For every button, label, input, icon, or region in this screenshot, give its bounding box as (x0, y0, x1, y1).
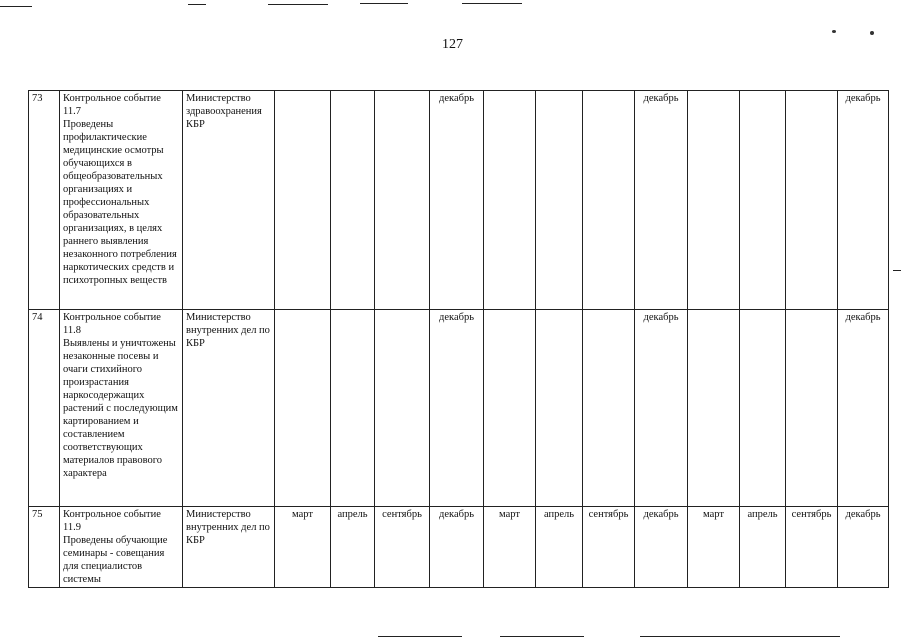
scan-line (0, 6, 32, 7)
schedule-cell (786, 310, 838, 507)
schedule-cell (375, 310, 430, 507)
scan-line (640, 636, 840, 637)
responsible-body: Министерство здравоохранения КБР (183, 91, 275, 310)
schedule-cell: декабрь (635, 310, 688, 507)
event-description: Контрольное событие 11.8 Выявлены и уничтожены незаконные посевы и очаги стихийного произрастания наркосодержащих растений с последующим картированием и составлением соответствующих материалов правового характера (60, 310, 183, 507)
scan-dot (870, 31, 874, 35)
schedule-cell (583, 91, 635, 310)
schedule-cell: март (484, 507, 536, 588)
schedule-cell: апрель (331, 507, 375, 588)
schedule-cell: декабрь (430, 91, 484, 310)
scan-line (378, 636, 462, 637)
schedule-cell: декабрь (430, 310, 484, 507)
schedule-cell: апрель (536, 507, 583, 588)
schedule-cell (484, 91, 536, 310)
schedule-cell (740, 91, 786, 310)
scan-dot (832, 30, 836, 33)
scan-line (188, 4, 206, 5)
scan-line (500, 636, 584, 637)
schedule-cell (536, 310, 583, 507)
scan-line (893, 270, 901, 271)
row-number: 74 (29, 310, 60, 507)
row-number: 73 (29, 91, 60, 310)
schedule-cell (688, 91, 740, 310)
scan-line (360, 3, 408, 4)
schedule-cell (688, 310, 740, 507)
table-row (29, 91, 889, 310)
responsible-body: Министерство внутренних дел по КБР (183, 310, 275, 507)
page-number: 127 (442, 37, 463, 52)
schedule-cell (275, 91, 331, 310)
control-events-table (28, 90, 889, 588)
schedule-cell: декабрь (430, 507, 484, 588)
schedule-cell: сентябрь (375, 507, 430, 588)
event-description: Контрольное событие 11.9 Проведены обучающие семинары - совещания для специалистов системы (60, 507, 183, 588)
schedule-cell: сентябрь (786, 507, 838, 588)
schedule-cell (275, 310, 331, 507)
schedule-cell: март (688, 507, 740, 588)
scan-line (268, 4, 328, 5)
schedule-cell: апрель (740, 507, 786, 588)
table-row (29, 507, 889, 588)
schedule-cell: декабрь (838, 507, 889, 588)
schedule-cell (331, 91, 375, 310)
row-number: 75 (29, 507, 60, 588)
scan-line (462, 3, 522, 4)
schedule-cell (786, 91, 838, 310)
schedule-cell (331, 310, 375, 507)
schedule-cell: декабрь (635, 507, 688, 588)
schedule-cell (536, 91, 583, 310)
schedule-cell (740, 310, 786, 507)
responsible-body: Министерство внутренних дел по КБР (183, 507, 275, 588)
schedule-cell (375, 91, 430, 310)
schedule-cell: декабрь (635, 91, 688, 310)
schedule-cell (583, 310, 635, 507)
schedule-cell: март (275, 507, 331, 588)
schedule-cell (484, 310, 536, 507)
event-description: Контрольное событие 11.7 Проведены профилактические медицинские осмотры обучающихся в общеобразовательных организациях и профессиональных образовательных организациях, в целях раннего выявления незаконного потребления наркотических средств и психотропных веществ (60, 91, 183, 310)
schedule-cell: сентябрь (583, 507, 635, 588)
schedule-cell: декабрь (838, 310, 889, 507)
schedule-cell: декабрь (838, 91, 889, 310)
table-row (29, 310, 889, 507)
